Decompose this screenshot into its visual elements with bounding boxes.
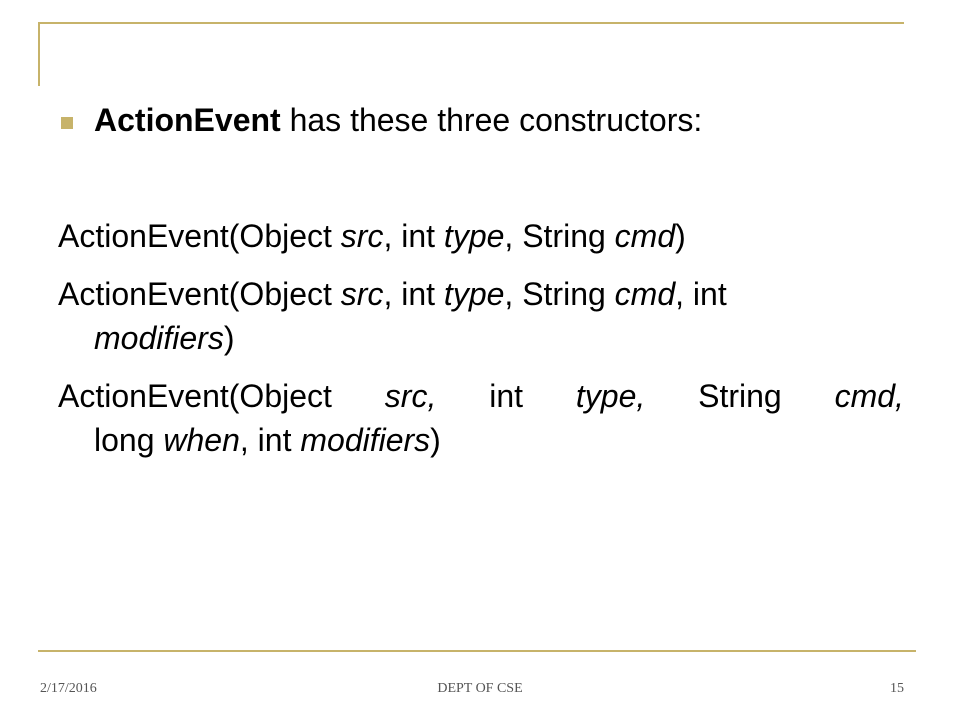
constructor-2 [58,272,904,360]
frame-top-line [40,22,904,24]
text: , int [675,276,727,312]
frame-bottom-line [38,650,916,652]
param-cmd: cmd [614,276,676,312]
bullet-square-icon [61,117,73,129]
text: int [489,378,523,414]
footer-date: 2/17/2016 [40,681,97,696]
param-src: src [340,218,384,254]
text: ) [430,422,441,458]
text: long [94,422,164,458]
param-when: when [163,422,240,458]
param-cmd: cmd [614,218,676,254]
constructor-3-line-1 [58,374,904,418]
constructor-1 [58,214,904,258]
constructor-2-line-1 [58,272,904,316]
heading-class-name: ActionEvent [94,102,281,138]
param-src: src, [384,378,437,414]
text: , int [383,218,444,254]
constructor-1-line [58,214,904,258]
constructor-2-line-2 [58,316,904,360]
text: ActionEvent(Object [58,276,341,312]
text: ) [675,218,686,254]
heading-text: has these three constructors: [280,102,703,138]
constructor-3 [58,374,904,462]
footer-dept: DEPT OF CSE [437,681,523,696]
text: ActionEvent(Object [58,218,341,254]
param-cmd: cmd, [834,378,904,414]
param-modifiers: modifiers [300,422,431,458]
constructor-3-line-2 [58,418,904,462]
text: , int [239,422,301,458]
text: ActionEvent(Object [58,378,332,414]
text: String [698,378,782,414]
param-type: type [443,218,505,254]
text: , String [504,218,615,254]
slide-heading [94,98,702,142]
frame-left-line [38,22,40,86]
text: ) [223,320,235,356]
text: , String [504,276,615,312]
text: , int [383,276,444,312]
footer-page-number: 15 [890,681,904,696]
param-src: src [340,276,384,312]
param-type: type [443,276,505,312]
param-modifiers: modifiers [94,320,224,356]
param-type: type, [575,378,646,414]
